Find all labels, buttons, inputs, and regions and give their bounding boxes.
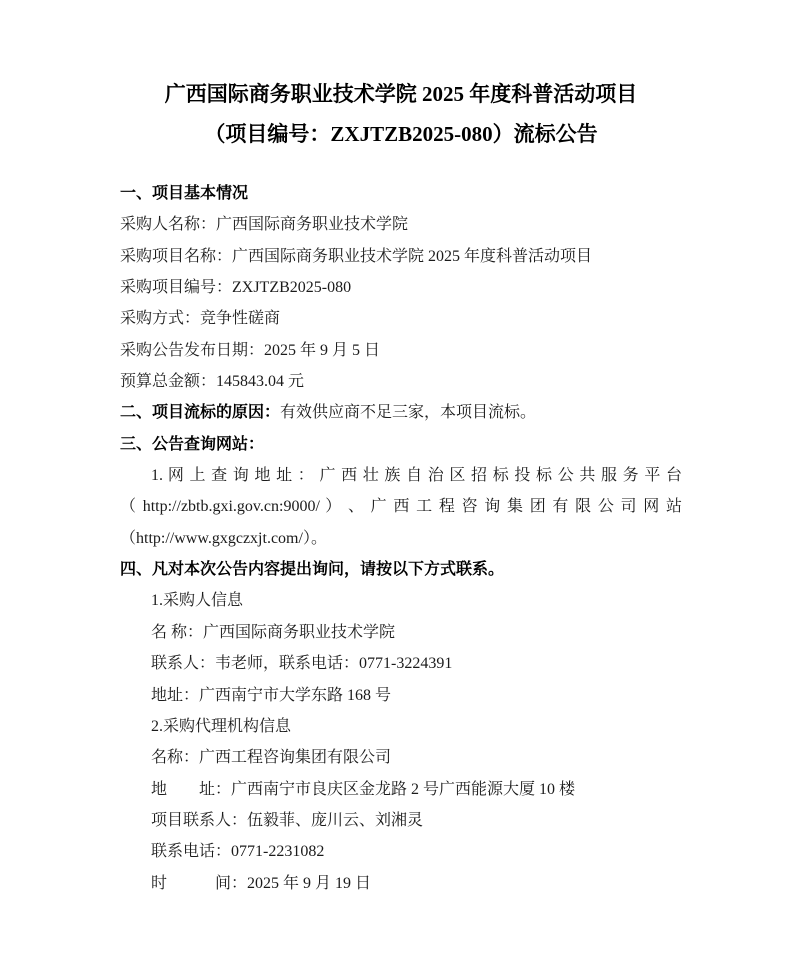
project-name-line: 采购项目名称：广西国际商务职业技术学院 2025 年度科普活动项目 — [120, 247, 593, 265]
announcement-date-line: 采购公告发布日期：2025 年 9 月 5 日 — [120, 341, 381, 359]
announcement-time-line: 时 间：2025 年 9 月 19 日 — [151, 874, 372, 892]
section2-heading: 二、项目流标的原因： — [120, 404, 281, 422]
failure-reason-text: 有效供应商不足三家，本项目流标。 — [280, 404, 537, 422]
procurement-method-line: 采购方式：竞争性磋商 — [120, 310, 281, 328]
agency-phone-line: 联系电话：0771-2231082 — [151, 843, 325, 861]
failure-reason-line — [120, 397, 682, 428]
purchaser-address-line: 地址：广西南宁市大学东路 168 号 — [151, 686, 392, 704]
buyer-name-line: 采购人名称：广西国际商务职业技术学院 — [120, 216, 409, 234]
section4-heading: 四、凡对本次公告内容提出询问，请按以下方式联系。 — [120, 561, 505, 579]
title-line-1: 广西国际商务职业技术学院 2025 年度科普活动项目 — [164, 82, 638, 106]
budget-line: 预算总金额：145843.04 元 — [120, 373, 305, 391]
purchaser-name-line: 名 称：广西国际商务职业技术学院 — [151, 623, 396, 641]
agency-contacts-line: 项目联系人：伍毅菲、庞川云、刘湘灵 — [151, 811, 424, 829]
agency-site-url-line: （http://www.gxgczxjt.com/）。 — [120, 529, 327, 547]
document-body — [120, 178, 682, 899]
section1-heading: 一、项目基本情况 — [120, 185, 249, 202]
section3-heading: 三、公告查询网站： — [120, 435, 265, 453]
query-platform-line: 1. 网 上 查 询 地 址 ： 广 西 壮 族 自 治 区 招 标 投 标 公 共 服 务 平 台 — [151, 467, 682, 485]
agency-info-subtitle: 2.采购代理机构信息 — [151, 717, 292, 735]
project-number-line: 采购项目编号：ZXJTZB2025-080 — [120, 279, 352, 297]
title-line-2: （项目编号：ZXJTZB2025-080）流标公告 — [204, 122, 598, 146]
agency-name-line: 名称：广西工程咨询集团有限公司 — [151, 749, 392, 767]
document-title — [120, 74, 682, 154]
purchaser-contact-line: 联系人：韦老师，联系电话：0771-3224391 — [151, 655, 453, 673]
agency-address-line: 地 址：广西南宁市良庆区金龙路 2 号广西能源大厦 10 楼 — [151, 780, 576, 798]
query-url-line: （ http://zbtb.gxi.gov.cn:9000/ ） 、 广 西 工 程 咨 询 集 团 有 限 公 司 网 站 — [120, 498, 682, 516]
purchaser-info-subtitle: 1.采购人信息 — [151, 592, 244, 610]
